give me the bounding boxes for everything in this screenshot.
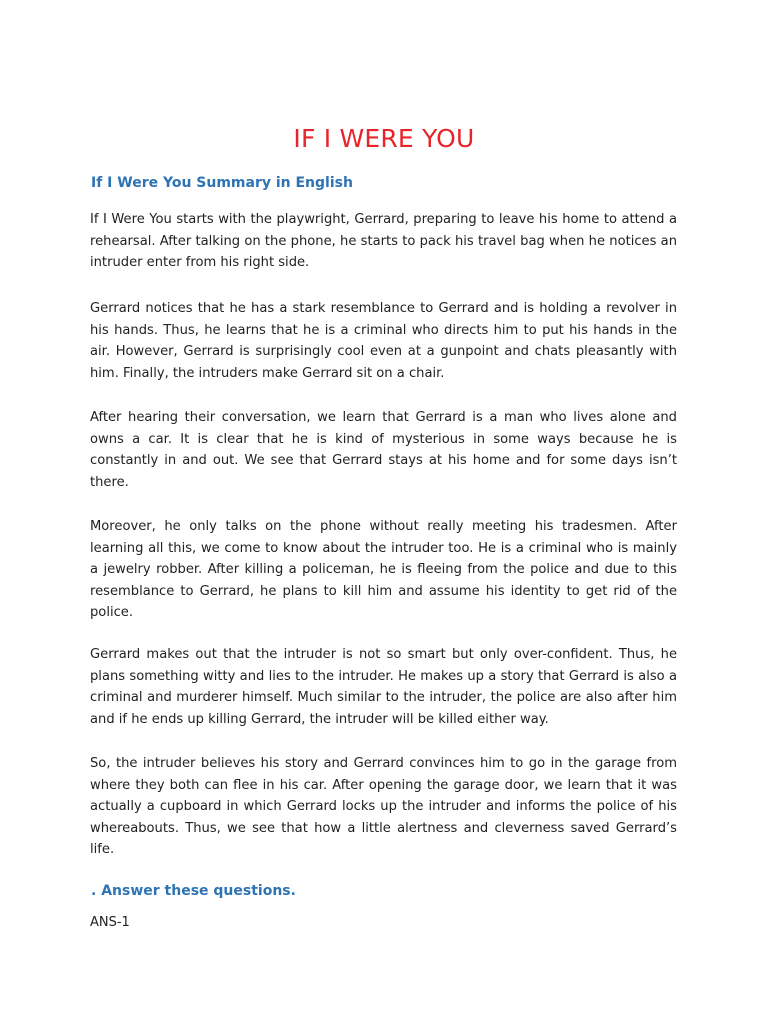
summary-heading: If I Were You Summary in English: [91, 175, 353, 191]
summary-paragraph-3: After hearing their conversation, we learn that Gerrard is a man who lives alone and owns a car. It is clear that he is kind of mysterious in some ways because he is constantly in and out. We see that Gerrard stays at his home and for some days isn’t there.: [90, 410, 677, 490]
summary-paragraph-5: Gerrard makes out that the intruder is not so smart but only over-confident. Thus, he plans something witty and lies to the intruder. He makes up a story that Gerrard is also a criminal and murderer himself. Much similar to the intruder, the police are also after him and if he ends up killing Gerrard, the intruder will be killed either way.: [90, 647, 677, 727]
page-title: IF I WERE YOU: [293, 124, 475, 153]
summary-paragraph-4: Moreover, he only talks on the phone without really meeting his tradesmen. After learning all this, we come to know about the intruder too. He is a criminal who is mainly a jewelry robber. After killing a policeman, he is fleeing from the police and due to this resemblance to Gerrard, he plans to kill him and assume his identity to get rid of the police.: [90, 519, 677, 621]
summary-paragraph-6: So, the intruder believes his story and Gerrard convinces him to go in the garage from where they both can flee in his car. After opening the garage door, we learn that it was actually a cupboard in which Gerrard locks up the intruder and informs the police of his whereabouts. Thus, we see that how a little alertness and cleverness saved Gerrard’s life.: [90, 756, 677, 858]
answer-label: ANS-1: [90, 915, 130, 930]
summary-paragraph-2: Gerrard notices that he has a stark resemblance to Gerrard and is holding a revolver in his hands. Thus, he learns that he is a criminal who directs him to put his hands in the air. However, Gerrard is surprisingly cool even at a gunpoint and chats pleasantly with him. Finally, the intruders make Gerrard sit on a chair.: [90, 301, 677, 381]
summary-paragraph-1: If I Were You starts with the playwright, Gerrard, preparing to leave his home to attend a rehearsal. After talking on the phone, he starts to pack his travel bag when he notices an intruder enter from his right side.: [90, 212, 677, 271]
questions-heading: . Answer these questions.: [91, 883, 296, 899]
